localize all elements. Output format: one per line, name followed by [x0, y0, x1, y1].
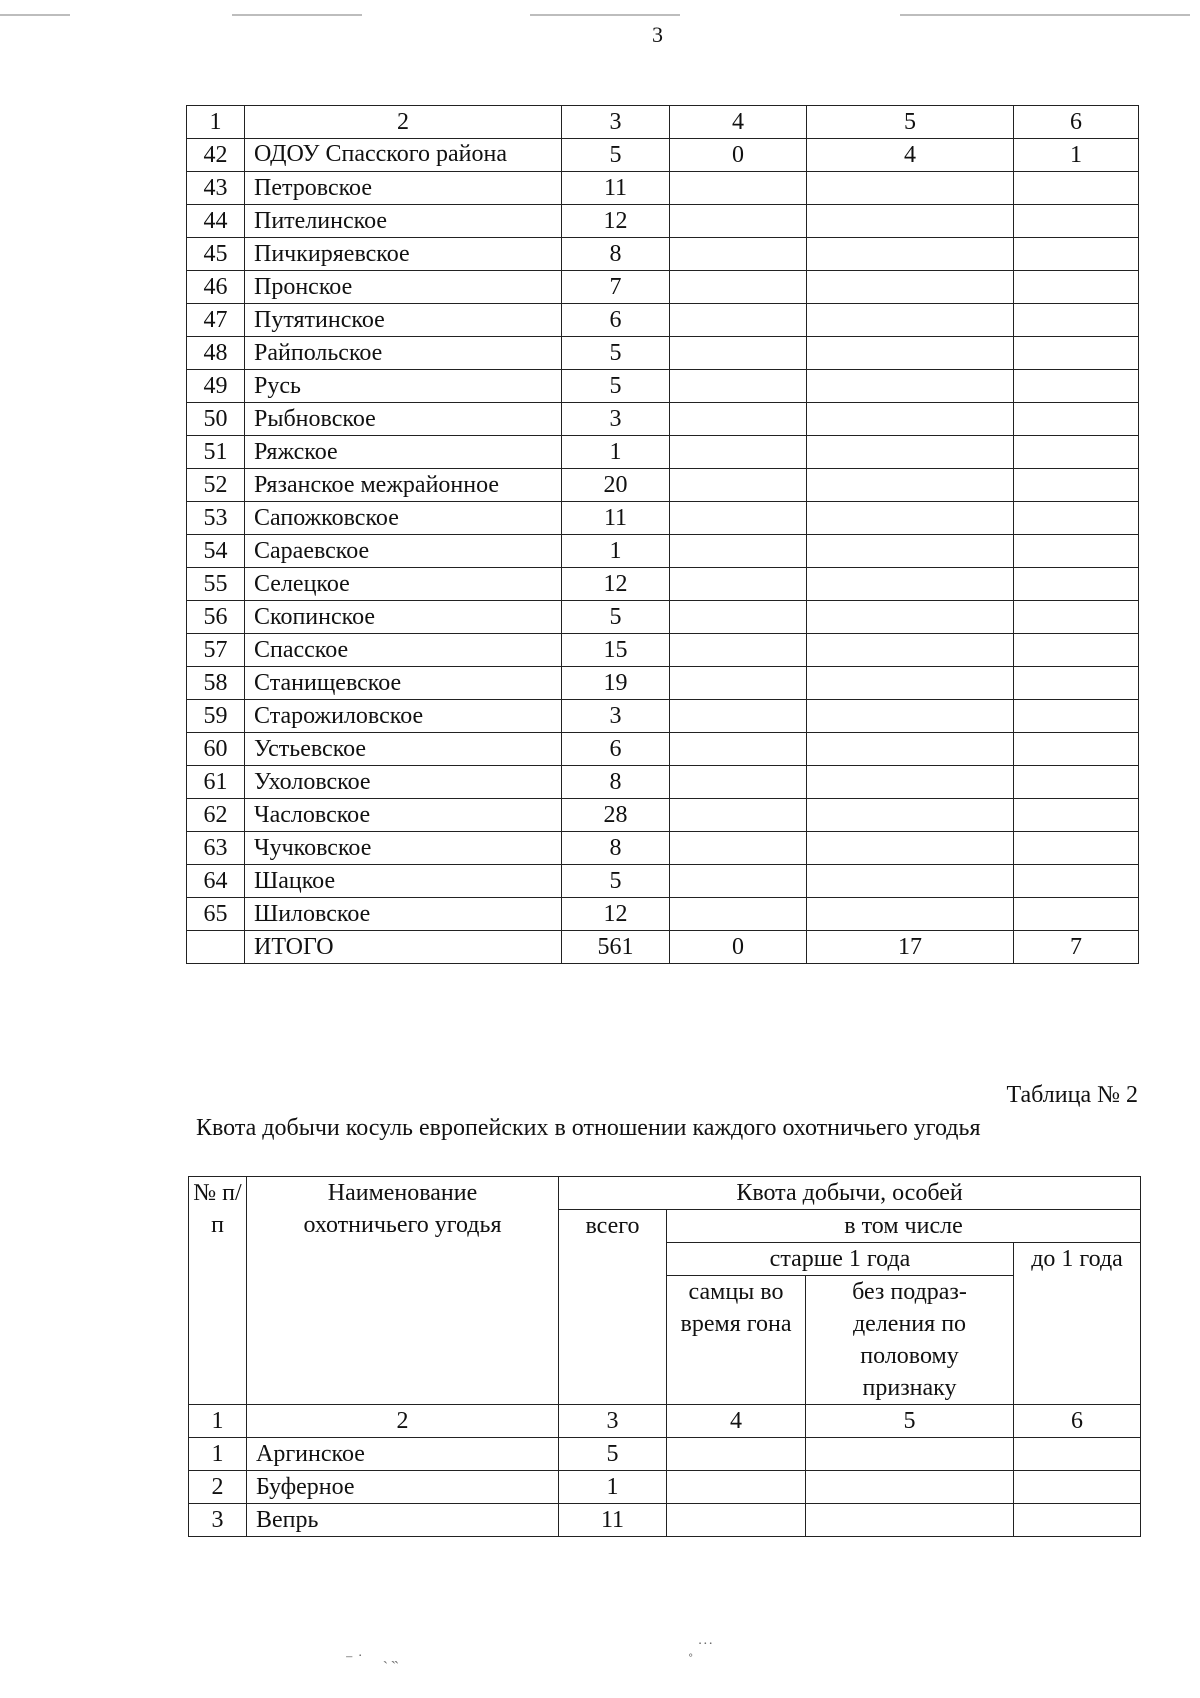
- quota-males-rut: [667, 1438, 806, 1471]
- table-row: [187, 733, 1139, 766]
- quota-no-sex: [807, 271, 1014, 304]
- quota-under-one: [1014, 898, 1139, 931]
- hunting-ground-name: Сапожковское: [245, 502, 562, 535]
- table-row: [189, 1504, 1141, 1537]
- column-number: 1: [189, 1405, 247, 1438]
- row-number: 50: [187, 403, 245, 436]
- hunting-ground-name: Ухоловское: [245, 766, 562, 799]
- column-number: 3: [562, 106, 670, 139]
- roe-deer-quota-table: [188, 1176, 1141, 1537]
- quota-males-rut: [670, 370, 807, 403]
- scan-artifact: ˳ ˙˙˙: [688, 1640, 714, 1657]
- quota-under-one: [1014, 667, 1139, 700]
- quota-no-sex: [807, 370, 1014, 403]
- quota-males-rut: [670, 337, 807, 370]
- quota-total: 5: [562, 865, 670, 898]
- column-number: 2: [245, 106, 562, 139]
- column-number: 4: [670, 106, 807, 139]
- quota-total: 20: [562, 469, 670, 502]
- quota-no-sex: [807, 832, 1014, 865]
- quota-males-rut: [670, 865, 807, 898]
- hunting-ground-name: Селецкое: [245, 568, 562, 601]
- hunting-ground-name: ИТОГО: [245, 931, 562, 964]
- quota-males-rut: [667, 1471, 806, 1504]
- quota-total: 3: [562, 700, 670, 733]
- quota-total: 5: [559, 1438, 667, 1471]
- quota-males-rut: [670, 469, 807, 502]
- row-number: 64: [187, 865, 245, 898]
- row-number: 56: [187, 601, 245, 634]
- column-number: 2: [247, 1405, 559, 1438]
- table-row: [187, 172, 1139, 205]
- column-number: 3: [559, 1405, 667, 1438]
- row-number: [187, 931, 245, 964]
- header-including: в том числе: [667, 1210, 1141, 1243]
- quota-under-one: [1014, 205, 1139, 238]
- quota-total: 12: [562, 898, 670, 931]
- table-row: [187, 502, 1139, 535]
- header-total: всего: [559, 1210, 667, 1405]
- table-row: [187, 667, 1139, 700]
- hunting-ground-name: Старожиловское: [245, 700, 562, 733]
- quota-no-sex: [807, 898, 1014, 931]
- quota-males-rut: [670, 172, 807, 205]
- quota-under-one: [1014, 238, 1139, 271]
- quota-no-sex: 4: [807, 139, 1014, 172]
- hunting-ground-name: Пителинское: [245, 205, 562, 238]
- hunting-ground-name: Спасское: [245, 634, 562, 667]
- hunting-ground-name: Устьевское: [245, 733, 562, 766]
- quota-total: 8: [562, 832, 670, 865]
- quota-males-rut: [667, 1504, 806, 1537]
- table-row: [187, 634, 1139, 667]
- row-number: 49: [187, 370, 245, 403]
- quota-under-one: [1014, 1504, 1141, 1537]
- quota-no-sex: [807, 601, 1014, 634]
- column-number: 4: [667, 1405, 806, 1438]
- quota-under-one: [1014, 469, 1139, 502]
- column-number: 6: [1014, 1405, 1141, 1438]
- quota-males-rut: [670, 304, 807, 337]
- hunting-ground-name: Райпольское: [245, 337, 562, 370]
- row-number: 52: [187, 469, 245, 502]
- scan-artifact: [900, 14, 1190, 16]
- quota-total: 11: [562, 172, 670, 205]
- table-row: [189, 1438, 1141, 1471]
- quota-under-one: [1014, 370, 1139, 403]
- quota-males-rut: 0: [670, 931, 807, 964]
- quota-no-sex: [807, 865, 1014, 898]
- quota-under-one: [1014, 733, 1139, 766]
- quota-under-one: [1014, 172, 1139, 205]
- table-row: [187, 568, 1139, 601]
- hunting-ground-name: Шацкое: [245, 865, 562, 898]
- quota-under-one: [1014, 634, 1139, 667]
- quota-males-rut: [670, 436, 807, 469]
- row-number: 1: [189, 1438, 247, 1471]
- quota-under-one: [1014, 436, 1139, 469]
- table-row: [187, 337, 1139, 370]
- row-number: 53: [187, 502, 245, 535]
- header-under: до 1 года: [1014, 1243, 1141, 1405]
- quota-total: 5: [562, 601, 670, 634]
- column-number-row: [187, 106, 1139, 139]
- quota-total: 5: [562, 139, 670, 172]
- quota-no-sex: [807, 700, 1014, 733]
- quota-total: 12: [562, 568, 670, 601]
- hunting-ground-name: Буферное: [247, 1471, 559, 1504]
- column-number: 5: [806, 1405, 1014, 1438]
- hunting-ground-name: Станищевское: [245, 667, 562, 700]
- quota-males-rut: [670, 898, 807, 931]
- quota-no-sex: [807, 502, 1014, 535]
- page-number: 3: [652, 22, 663, 47]
- quota-under-one: [1014, 403, 1139, 436]
- table-row: [187, 139, 1139, 172]
- quota-no-sex: 17: [807, 931, 1014, 964]
- quota-males-rut: [670, 502, 807, 535]
- hunting-ground-name: Шиловское: [245, 898, 562, 931]
- row-number: 44: [187, 205, 245, 238]
- quota-males-rut: [670, 733, 807, 766]
- hunting-ground-name: Скопинское: [245, 601, 562, 634]
- row-number: 65: [187, 898, 245, 931]
- hunting-ground-name: Аргинское: [247, 1438, 559, 1471]
- row-number: 45: [187, 238, 245, 271]
- quota-males-rut: [670, 601, 807, 634]
- quota-total: 561: [562, 931, 670, 964]
- row-number: 51: [187, 436, 245, 469]
- hunting-ground-name: Русь: [245, 370, 562, 403]
- hunting-ground-name: Вепрь: [247, 1504, 559, 1537]
- row-number: 48: [187, 337, 245, 370]
- quota-total: 6: [562, 304, 670, 337]
- quota-no-sex: [806, 1504, 1014, 1537]
- quota-total: 1: [562, 436, 670, 469]
- row-number: 60: [187, 733, 245, 766]
- quota-no-sex: [807, 403, 1014, 436]
- quota-total: 28: [562, 799, 670, 832]
- header-males: самцы во время гона: [667, 1276, 806, 1405]
- quota-no-sex: [807, 337, 1014, 370]
- quota-total: 8: [562, 766, 670, 799]
- hunting-ground-name: Рыбновское: [245, 403, 562, 436]
- quota-total: 1: [559, 1471, 667, 1504]
- quota-under-one: [1014, 271, 1139, 304]
- table-row: [187, 832, 1139, 865]
- quota-no-sex: [807, 766, 1014, 799]
- column-number: 5: [807, 106, 1014, 139]
- table-row: [187, 601, 1139, 634]
- hunting-ground-name: Путятинское: [245, 304, 562, 337]
- quota-males-rut: [670, 667, 807, 700]
- row-number: 2: [189, 1471, 247, 1504]
- table-number: Таблица № 2: [1006, 1082, 1138, 1108]
- header-num: № п/п: [189, 1177, 247, 1405]
- quota-under-one: [1014, 502, 1139, 535]
- table-row: [187, 865, 1139, 898]
- totals-row: [187, 931, 1139, 964]
- row-number: 63: [187, 832, 245, 865]
- quota-total: 15: [562, 634, 670, 667]
- column-number: 1: [187, 106, 245, 139]
- quota-under-one: [1014, 337, 1139, 370]
- quota-no-sex: [807, 172, 1014, 205]
- quota-under-one: [1014, 304, 1139, 337]
- quota-under-one: [1014, 700, 1139, 733]
- quota-no-sex: [807, 799, 1014, 832]
- table-row: [187, 436, 1139, 469]
- row-number: 46: [187, 271, 245, 304]
- table-row: [187, 700, 1139, 733]
- row-number: 47: [187, 304, 245, 337]
- hunting-ground-name: Рязанское межрайонное: [245, 469, 562, 502]
- quota-no-sex: [807, 535, 1014, 568]
- quota-no-sex: [806, 1438, 1014, 1471]
- row-number: 42: [187, 139, 245, 172]
- hunting-ground-name: Ряжское: [245, 436, 562, 469]
- quota-no-sex: [807, 436, 1014, 469]
- table-row: [187, 403, 1139, 436]
- table-row: [187, 766, 1139, 799]
- row-number: 55: [187, 568, 245, 601]
- row-number: 3: [189, 1504, 247, 1537]
- quota-under-one: [1014, 601, 1139, 634]
- quota-total: 8: [562, 238, 670, 271]
- quota-males-rut: [670, 634, 807, 667]
- quota-no-sex: [806, 1471, 1014, 1504]
- quota-no-sex: [807, 568, 1014, 601]
- table-row: [187, 238, 1139, 271]
- quota-males-rut: [670, 403, 807, 436]
- quota-no-sex: [807, 469, 1014, 502]
- hunting-ground-name: Пронское: [245, 271, 562, 304]
- quota-under-one: [1014, 568, 1139, 601]
- quota-males-rut: [670, 271, 807, 304]
- quota-under-one: [1014, 865, 1139, 898]
- table-row: [187, 205, 1139, 238]
- quota-table-continued: [186, 105, 1139, 964]
- quota-total: 19: [562, 667, 670, 700]
- quota-no-sex: [807, 205, 1014, 238]
- hunting-ground-name: Сараевское: [245, 535, 562, 568]
- quota-total: 11: [559, 1504, 667, 1537]
- row-number: 62: [187, 799, 245, 832]
- quota-under-one: [1014, 535, 1139, 568]
- quota-under-one: 7: [1014, 931, 1139, 964]
- table-row: [187, 898, 1139, 931]
- header-quota: Квота добычи, особей: [559, 1177, 1141, 1210]
- quota-total: 11: [562, 502, 670, 535]
- quota-males-rut: [670, 799, 807, 832]
- header-name: Наименование охотничьего угодья: [247, 1177, 559, 1405]
- column-number: 6: [1014, 106, 1139, 139]
- quota-no-sex: [807, 238, 1014, 271]
- hunting-ground-name: Петровское: [245, 172, 562, 205]
- table-row: [189, 1471, 1141, 1504]
- quota-under-one: [1014, 1438, 1141, 1471]
- row-number: 61: [187, 766, 245, 799]
- quota-total: 1: [562, 535, 670, 568]
- quota-total: 5: [562, 337, 670, 370]
- header-older: старше 1 года: [667, 1243, 1014, 1276]
- quota-under-one: [1014, 1471, 1141, 1504]
- scan-artifact: [232, 14, 362, 16]
- column-number-row: [189, 1405, 1141, 1438]
- scan-artifact: ⁻ ˙ ˴ ˵: [345, 1652, 398, 1669]
- quota-under-one: [1014, 832, 1139, 865]
- quota-total: 3: [562, 403, 670, 436]
- row-number: 54: [187, 535, 245, 568]
- scan-artifact: [0, 14, 70, 16]
- quota-no-sex: [807, 304, 1014, 337]
- row-number: 58: [187, 667, 245, 700]
- quota-under-one: 1: [1014, 139, 1139, 172]
- quota-males-rut: [670, 238, 807, 271]
- table-row: [187, 304, 1139, 337]
- row-number: 43: [187, 172, 245, 205]
- header-no-sex: без подраз-деления по половому признаку: [806, 1276, 1014, 1405]
- quota-males-rut: [670, 205, 807, 238]
- table-row: [187, 469, 1139, 502]
- hunting-ground-name: ОДОУ Спасского района: [245, 139, 562, 172]
- hunting-ground-name: Чучковское: [245, 832, 562, 865]
- quota-total: 7: [562, 271, 670, 304]
- table-row: [187, 799, 1139, 832]
- quota-males-rut: [670, 700, 807, 733]
- quota-no-sex: [807, 733, 1014, 766]
- row-number: 59: [187, 700, 245, 733]
- quota-males-rut: [670, 832, 807, 865]
- quota-no-sex: [807, 634, 1014, 667]
- quota-under-one: [1014, 799, 1139, 832]
- quota-total: 12: [562, 205, 670, 238]
- quota-males-rut: [670, 568, 807, 601]
- table-row: [187, 535, 1139, 568]
- scan-artifact: [530, 14, 680, 16]
- hunting-ground-name: Пичкиряевское: [245, 238, 562, 271]
- quota-under-one: [1014, 766, 1139, 799]
- table-title: Квота добычи косуль европейских в отношении каждого охотничьего угодья: [196, 1115, 981, 1141]
- row-number: 57: [187, 634, 245, 667]
- quota-no-sex: [807, 667, 1014, 700]
- table-row: [187, 271, 1139, 304]
- quota-males-rut: 0: [670, 139, 807, 172]
- quota-males-rut: [670, 766, 807, 799]
- quota-total: 6: [562, 733, 670, 766]
- quota-total: 5: [562, 370, 670, 403]
- table-row: [187, 370, 1139, 403]
- hunting-ground-name: Часловское: [245, 799, 562, 832]
- quota-males-rut: [670, 535, 807, 568]
